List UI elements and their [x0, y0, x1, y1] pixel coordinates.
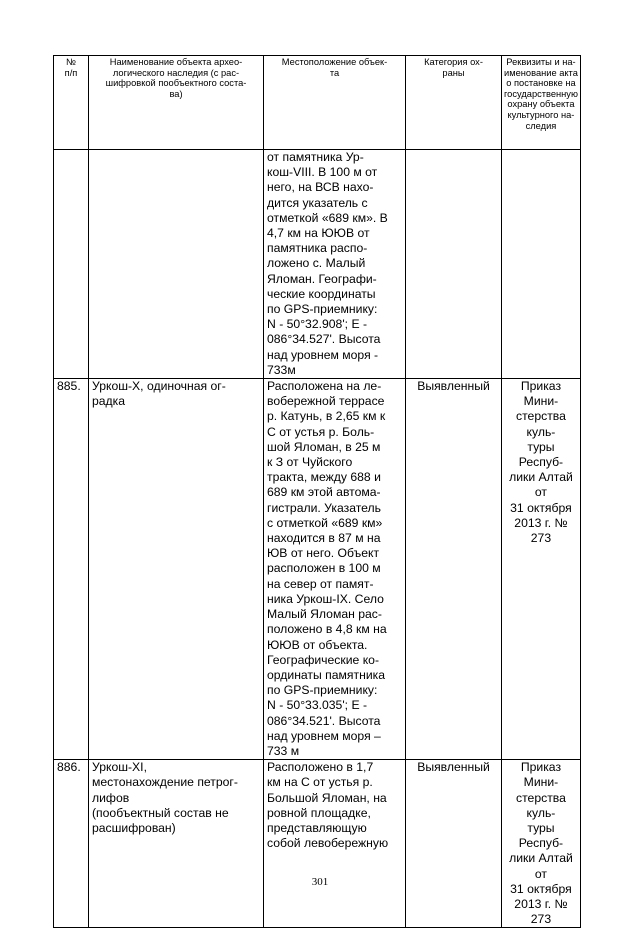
- row-location: от памятника Ур- кош-VIII. В 100 м от него, на ВСВ нахо- дится указатель с отметкой «689 км». В 4,7 км на ЮЮВ от памятника распо- ложено с. Малый Яломан. Географи- ческие координаты по GPS-приемнику: N - 50°32.908'; E - 086°34.527'. Высота над уровнем моря - 733м: [264, 150, 406, 379]
- heritage-register-table: [53, 55, 581, 928]
- row-location: Расположена на ле- вобережной террасе р. Катунь, в 2,65 км к С от устья р. Боль- шой Яломан, в 25 м к З от Чуйского тракта, между 688 и 689 км этой автома- гистрали. Указатель с отметкой «689 км» находится в 87 м на ЮВ от него. Объект расположен в 100 м на север от памят- ника Уркош-IX. Село Малый Яломан рас- положено в 4,8 км на ЮЮВ от объекта. Географические ко- ординаты памятника по GPS-приемнику: N - 50°33.035'; E - 086°34.521'. Высота над уровнем моря – 733 м: [264, 379, 406, 760]
- row-category: Выявленный: [406, 760, 502, 928]
- table-row: [54, 150, 581, 379]
- row-number: 885.: [54, 379, 89, 760]
- header-protection-category: Категория ох- раны: [406, 56, 502, 150]
- row-act: Приказ Мини- стерства куль- туры Респуб- лики Алтай от 31 октября 2013 г. № 273: [502, 760, 581, 928]
- row-object-name: Уркош-X, одиночная ог- радка: [89, 379, 264, 760]
- header-number: № п/п: [54, 56, 89, 150]
- row-act: Приказ Мини- стерства куль- туры Респуб- лики Алтай от 31 октября 2013 г. № 273: [502, 379, 581, 760]
- row-location: Расположено в 1,7 км на С от устья р. Большой Яломан, на ровной площадке, представляющую собой левобережную: [264, 760, 406, 928]
- row-number: [54, 150, 89, 379]
- page-number: 301: [311, 876, 329, 888]
- table-header-row: [54, 56, 581, 150]
- header-location: Местоположение объек- та: [264, 56, 406, 150]
- row-object-name: Уркош-XI, местонахождение петрог- лифов (пообъектный состав не расшифрован): [89, 760, 264, 928]
- row-category: [406, 150, 502, 379]
- row-object-name: [89, 150, 264, 379]
- table-row: [54, 379, 581, 760]
- row-act: [502, 150, 581, 379]
- header-object-name: Наименование объекта архео- логического наследия (с рас- шифровкой пообъектного соста- ва): [89, 56, 264, 150]
- header-act-details: Реквизиты и на- именование акта о постановке на государственную охрану объекта культурного на- следия: [502, 56, 581, 150]
- table-row: [54, 760, 581, 928]
- row-category: Выявленный: [406, 379, 502, 760]
- row-number: 886.: [54, 760, 89, 928]
